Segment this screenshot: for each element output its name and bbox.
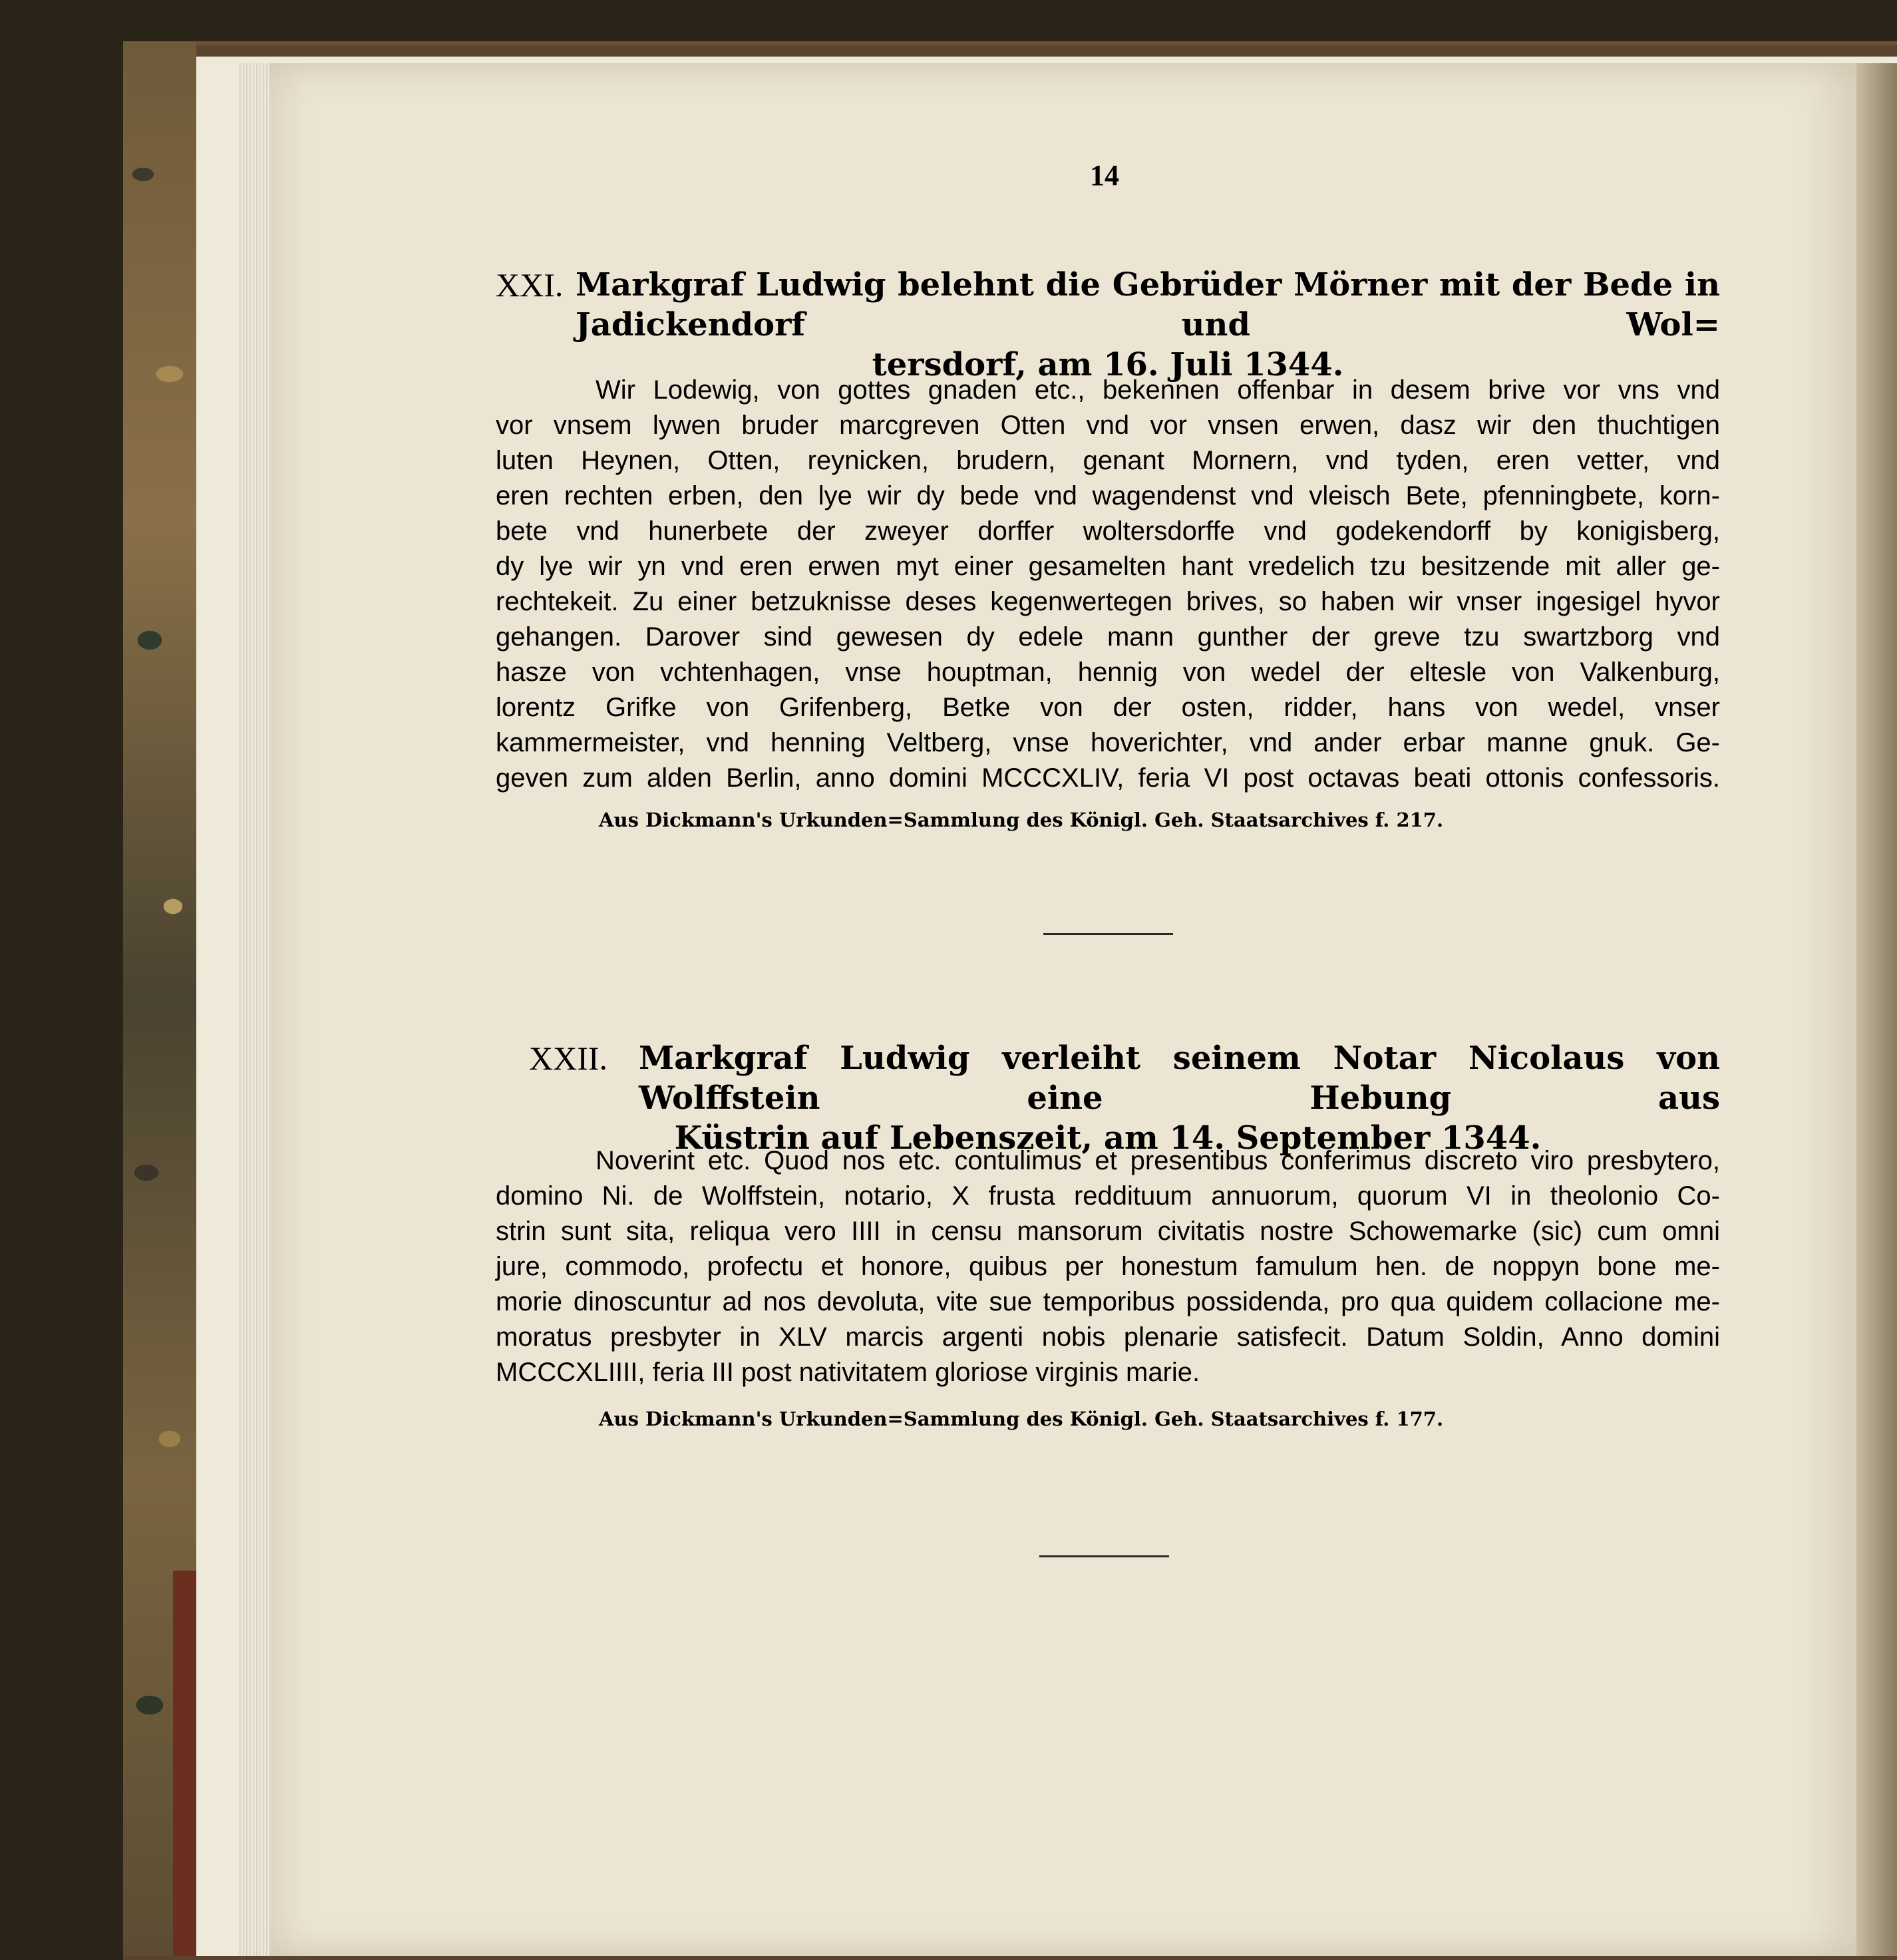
- text-line: domino Ni. de Wolffstein, notario, X frusta reddituum annuorum, quorum VI in theolonio Co-: [496, 1181, 1720, 1211]
- text-line: kammermeister, vnd henning Veltberg, vnse hoverichter, vnd ander erbar manne gnuk. Ge-: [496, 728, 1720, 757]
- section-numeral: XXI.: [496, 266, 564, 303]
- text-line: dy lye wir yn vnd eren erwen myt einer gesamelten hant vredelich tzu besitzende mit aller ge-: [496, 552, 1720, 581]
- section-title-line: Markgraf Ludwig verleiht seinem Notar Nicolaus von Wolffstein eine Hebung aus: [639, 1040, 1720, 1117]
- text-line: morie dinoscuntur ad nos devoluta, vite sue temporibus possidenda, pro qua quidem collacione me-: [496, 1287, 1720, 1316]
- text-line: gehangen. Darover sind gewesen dy edele mann gunther der greve tzu swartzborg vnd: [496, 622, 1720, 652]
- text-line: Noverint etc. Quod nos etc. contulimus et presentibus conferimus discreto viro presbytero,: [596, 1146, 1720, 1175]
- text-line: Wir Lodewig, von gottes gnaden etc., bekennen offenbar in desem brive vor vns vnd: [596, 375, 1720, 405]
- section-title-line: tersdorf, am 16. Juli 1344.: [872, 346, 1344, 383]
- page-edges: [240, 63, 269, 1956]
- section-title-line: Küstrin auf Lebenszeit, am 14. September 1344.: [674, 1119, 1542, 1157]
- text-line: moratus presbyter in XLV marcis argenti nobis plenarie satisfecit. Datum Soldin, Anno domini: [496, 1322, 1720, 1352]
- text-line: jure, commodo, profectu et honore, quibus per honestum famulum hen. de noppyn bone me-: [496, 1252, 1720, 1281]
- section-heading: [496, 1038, 1720, 1158]
- section-divider: [1043, 933, 1173, 935]
- text-line: bete vnd hunerbete der zweyer dorffer woltersdorffe vnd godekendorff by konigisberg,: [496, 516, 1720, 546]
- text-line: luten Heynen, Otten, reynicken, brudern, genant Mornern, vnd tyden, eren vetter, vnd: [496, 446, 1720, 475]
- text-line: strin sunt sita, reliqua vero IIII in censu mansorum civitatis nostre Schowemarke (sic) cum omni: [496, 1217, 1720, 1246]
- source-note: Aus Dickmann's Urkunden=Sammlung des Königl. Geh. Staatsarchives f. 177.: [599, 1408, 1444, 1430]
- source-note: Aus Dickmann's Urkunden=Sammlung des Königl. Geh. Staatsarchives f. 217.: [599, 809, 1444, 831]
- text-line: rechtekeit. Zu einer betzuknisse deses kegenwertegen brives, so haben wir vnser ingesigel hyvor: [496, 587, 1720, 616]
- section-body: [496, 1143, 1720, 1390]
- page-number: 14: [1090, 159, 1119, 192]
- section-body: [496, 373, 1720, 796]
- text-line: lorentz Grifke von Grifenberg, Betke von der osten, ridder, hans von wedel, vnser: [496, 693, 1720, 722]
- text-line: geven zum alden Berlin, anno domini MCCCXLIV, feria VI post octavas beati ottonis confessoris.: [496, 763, 1720, 793]
- text-line: eren rechten erben, den lye wir dy bede vnd wagendenst vnd vleisch Bete, pfenningbete, korn-: [496, 481, 1720, 510]
- section-heading: [496, 265, 1720, 385]
- text-line: MCCCXLIIII, feria III post nativitatem gloriose virginis marie.: [496, 1358, 1200, 1387]
- page-right-edge: [1856, 63, 1897, 1956]
- text-line: vor vnsem lywen bruder marcgreven Otten vnd vor vnsen erwen, dasz wir den thuchtigen: [496, 411, 1720, 440]
- section-title-line: Markgraf Ludwig belehnt die Gebrüder Mörner mit der Bede in Jadickendorf und Wol=: [576, 266, 1720, 343]
- text-line: hasze von vchtenhagen, vnse houptman, hennig von wedel der eltesle von Valkenburg,: [496, 658, 1720, 687]
- section-numeral: XXII.: [529, 1040, 608, 1077]
- section-divider: [1039, 1555, 1169, 1557]
